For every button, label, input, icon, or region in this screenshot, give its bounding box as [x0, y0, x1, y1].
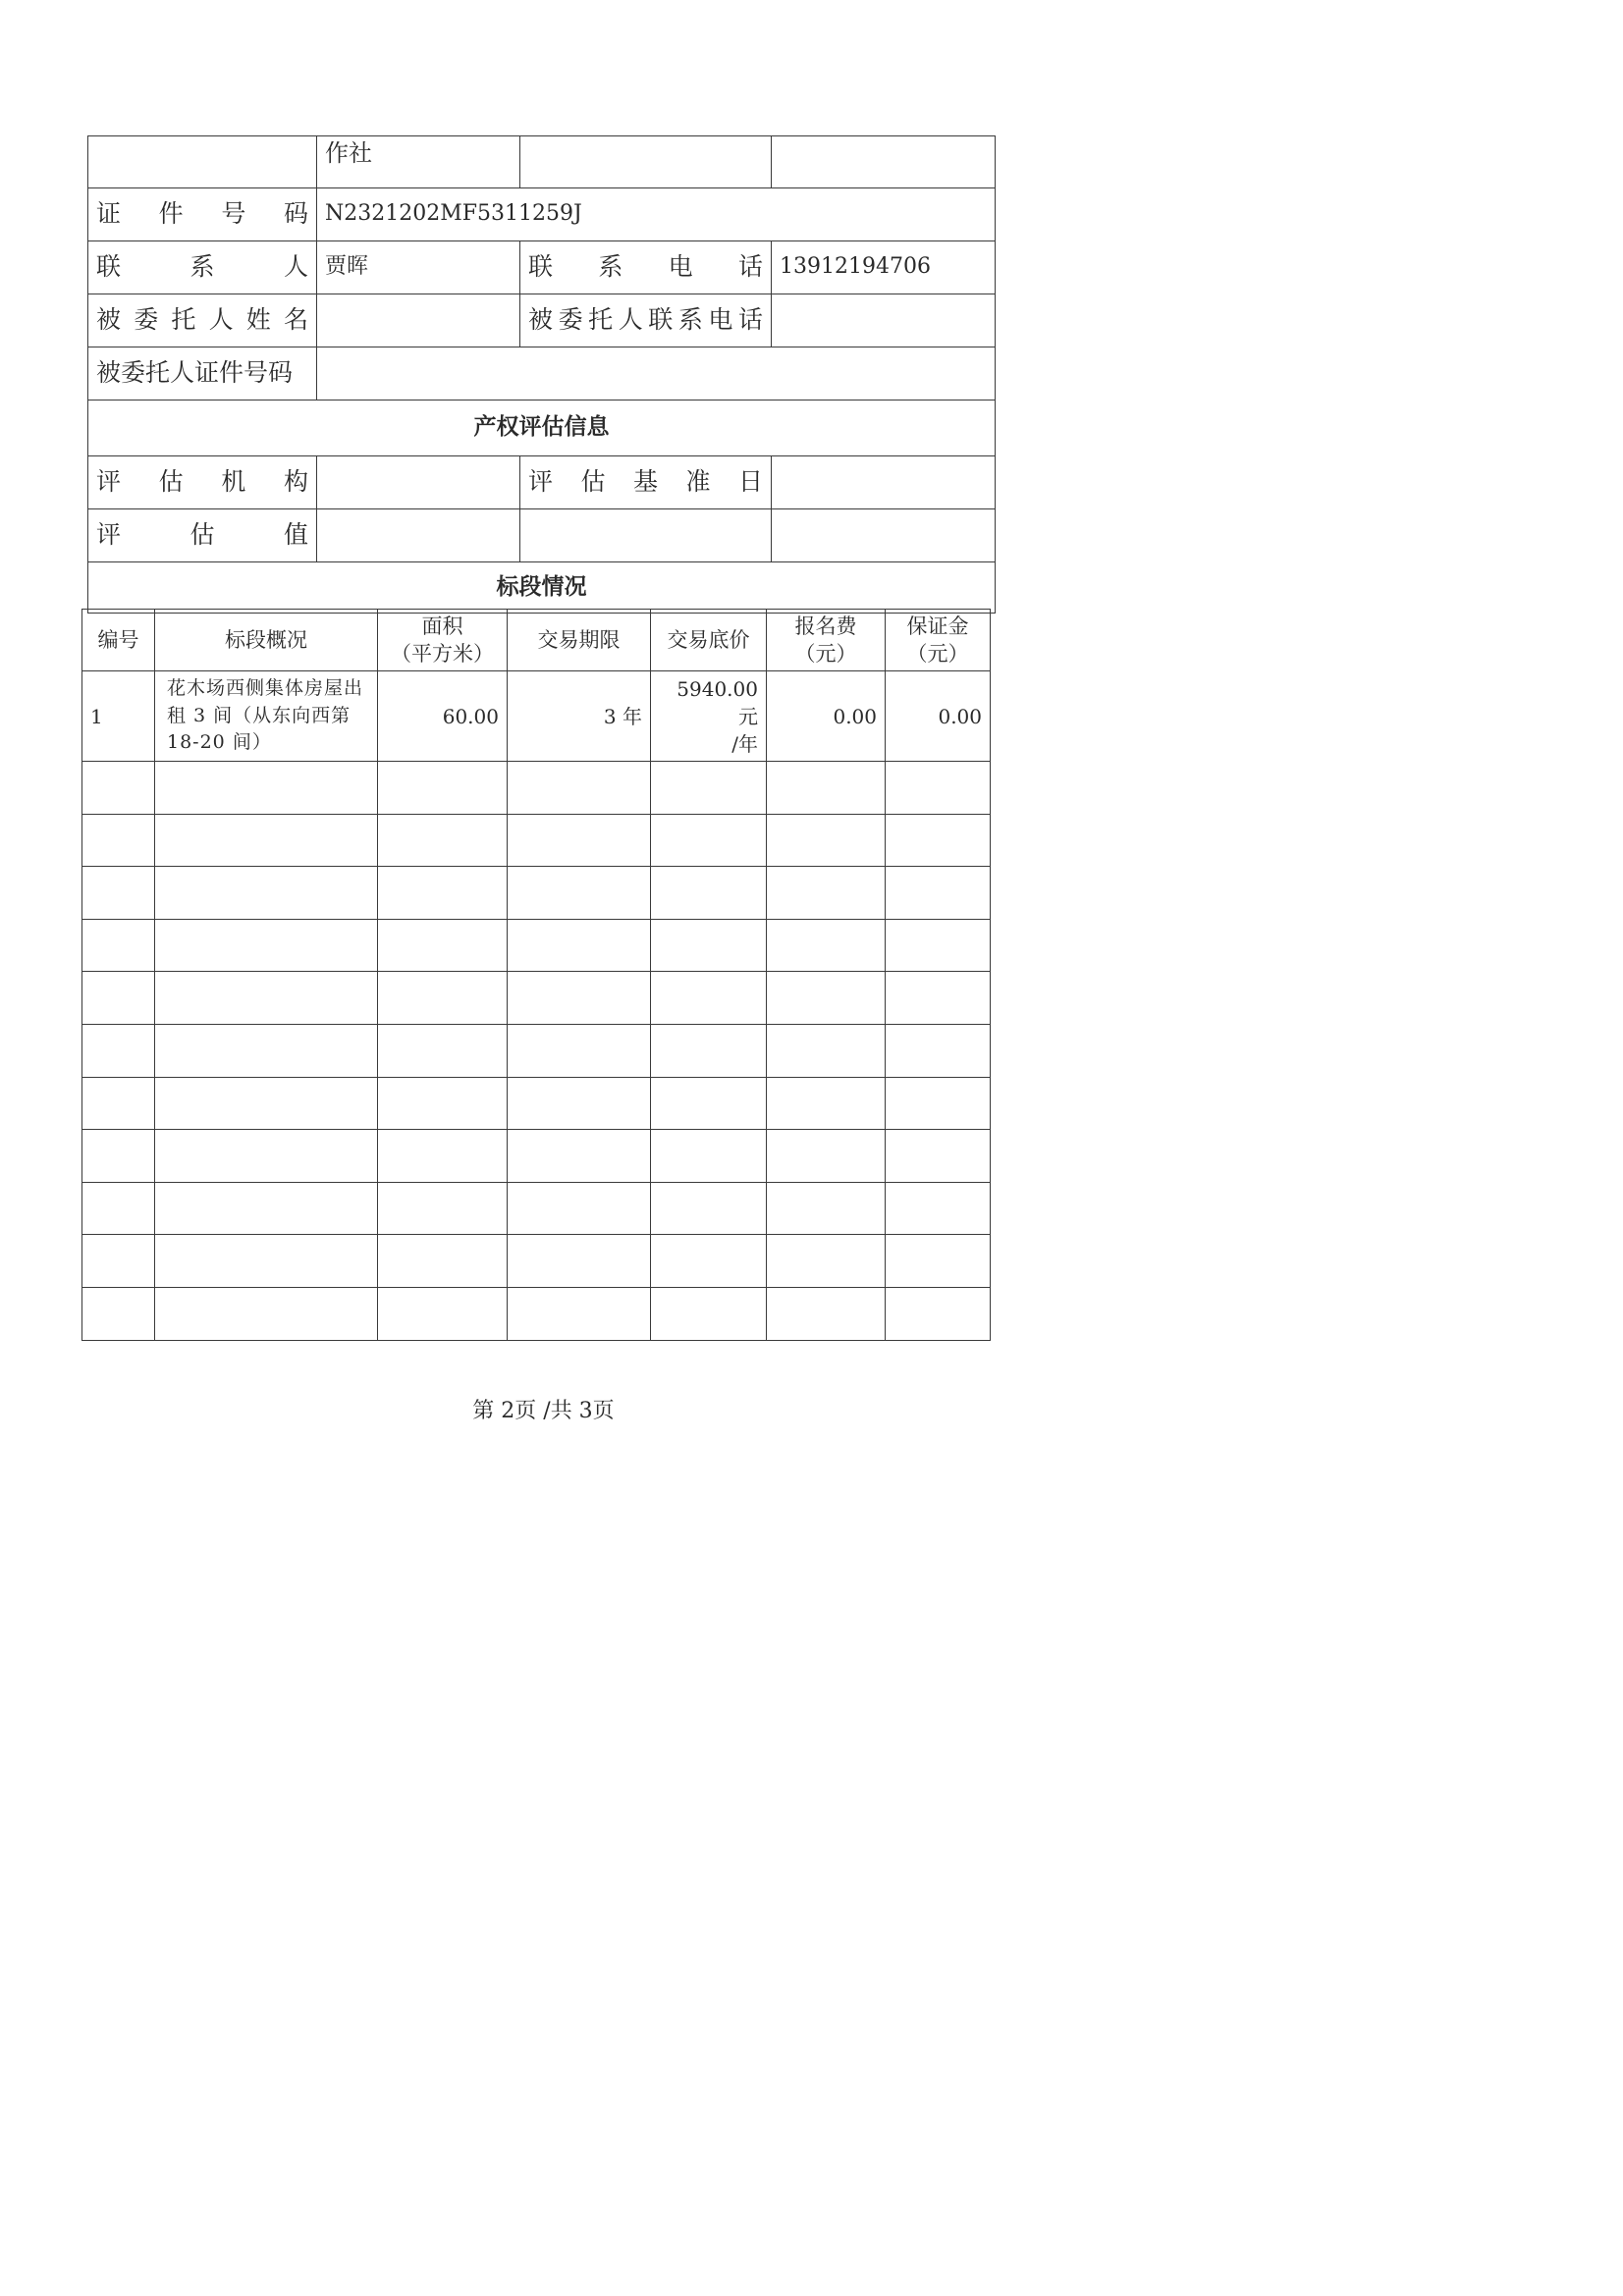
eval-org-label-char: 评 [96, 467, 122, 497]
empty-cell [155, 1287, 378, 1340]
empty-cell [508, 762, 651, 815]
empty-cell [508, 814, 651, 867]
col-term-header: 交易期限 [508, 610, 651, 671]
table-row-empty [82, 919, 991, 972]
col-price-header: 交易底价 [651, 610, 767, 671]
empty-cell [378, 1182, 508, 1235]
empty-cell [767, 1130, 886, 1183]
cert-label-char: 件 [158, 199, 184, 229]
cert-label-char: 码 [283, 199, 308, 229]
cell-empty [520, 509, 772, 562]
empty-cell [82, 919, 155, 972]
empty-cell [82, 762, 155, 815]
empty-cell [767, 814, 886, 867]
empty-cell [378, 867, 508, 920]
col-deposit-header: 保证金 （元） [886, 610, 991, 671]
cell-empty [88, 136, 317, 188]
empty-cell [82, 1182, 155, 1235]
proxy-phone-label-char: 托 [588, 305, 614, 335]
empty-cell [508, 1287, 651, 1340]
empty-cell [508, 1235, 651, 1288]
eval-value-label-char: 评 [96, 520, 122, 550]
empty-cell [155, 814, 378, 867]
eval-org-label-char: 估 [158, 467, 184, 497]
table-row-empty [82, 1130, 991, 1183]
col-fee-header: 报名费 （元） [767, 610, 886, 671]
phone-value: 13912194706 [772, 241, 996, 294]
empty-cell [82, 867, 155, 920]
cert-number-value: N2321202MF5311259J [317, 188, 996, 241]
empty-cell [155, 1182, 378, 1235]
table-row-empty [82, 1182, 991, 1235]
table-row-empty [82, 762, 991, 815]
phone-label [520, 241, 772, 294]
contact-label-char: 联 [96, 252, 122, 282]
table-row-empty [82, 1077, 991, 1130]
lot-description: 花木场西侧集体房屋出租 3 间（从东向西第 18-20 间） [155, 671, 378, 762]
eval-org-label-char: 机 [221, 467, 246, 497]
empty-cell [378, 1077, 508, 1130]
proxy-name-label-char: 姓 [245, 305, 271, 335]
empty-cell [651, 1182, 767, 1235]
empty-cell [508, 1130, 651, 1183]
lot-number: 1 [82, 671, 155, 762]
empty-cell [767, 1077, 886, 1130]
empty-cell [886, 867, 991, 920]
empty-cell [886, 919, 991, 972]
table-row-empty [82, 1235, 991, 1288]
eval-date-label-char: 日 [737, 467, 763, 497]
cell-empty [772, 136, 996, 188]
cell-empty [772, 509, 996, 562]
lots-header-row [82, 610, 991, 671]
empty-cell [767, 1235, 886, 1288]
empty-cell [378, 1287, 508, 1340]
empty-cell [508, 1182, 651, 1235]
phone-label-char: 电 [668, 252, 693, 282]
empty-cell [651, 1235, 767, 1288]
empty-cell [155, 1130, 378, 1183]
proxy-phone-label-char: 人 [618, 305, 643, 335]
empty-cell [378, 814, 508, 867]
proxy-name-label-char: 人 [208, 305, 234, 335]
empty-cell [508, 919, 651, 972]
empty-cell [155, 919, 378, 972]
empty-cell [651, 1287, 767, 1340]
empty-cell [508, 972, 651, 1025]
proxy-id-value [317, 347, 996, 400]
eval-date-label-char: 评 [528, 467, 554, 497]
contact-label-char: 人 [283, 252, 308, 282]
empty-cell [767, 1182, 886, 1235]
proxy-phone-label-char: 被 [528, 305, 554, 335]
lot-area: 60.00 [378, 671, 508, 762]
empty-cell [886, 1024, 991, 1077]
lot-deposit: 0.00 [886, 671, 991, 762]
eval-date-label-char: 估 [580, 467, 606, 497]
empty-cell [886, 1130, 991, 1183]
empty-cell [155, 1077, 378, 1130]
empty-cell [651, 1130, 767, 1183]
proxy-phone-label [520, 294, 772, 347]
empty-cell [886, 1077, 991, 1130]
proxy-name-value [317, 294, 520, 347]
info-table [87, 135, 996, 614]
page-footer: 第 2页 /共 3页 [472, 1399, 615, 1423]
proxy-name-label [88, 294, 317, 347]
empty-cell [508, 867, 651, 920]
proxy-phone-label-char: 电 [708, 305, 733, 335]
empty-cell [155, 1235, 378, 1288]
lot-price: 5940.00 元 /年 [651, 671, 767, 762]
empty-cell [886, 814, 991, 867]
empty-cell [378, 762, 508, 815]
empty-cell [82, 1130, 155, 1183]
proxy-name-label-char: 委 [134, 305, 159, 335]
contact-label-char: 系 [189, 252, 215, 282]
eval-date-label-char: 基 [632, 467, 658, 497]
col-number-header: 编号 [82, 610, 155, 671]
table-row-empty [82, 1024, 991, 1077]
phone-label-char: 联 [528, 252, 554, 282]
eval-value-label-char: 值 [283, 520, 308, 550]
table-row-empty [82, 972, 991, 1025]
eval-date-label-char: 准 [685, 467, 711, 497]
table-row-empty [82, 867, 991, 920]
empty-cell [378, 972, 508, 1025]
table-row [82, 671, 991, 762]
empty-cell [378, 1130, 508, 1183]
proxy-phone-label-char: 委 [558, 305, 583, 335]
eval-value-label [88, 509, 317, 562]
empty-cell [378, 1235, 508, 1288]
eval-value-value [317, 509, 520, 562]
table-row-empty [82, 1287, 991, 1340]
empty-cell [767, 867, 886, 920]
eval-section-title: 产权评估信息 [88, 400, 996, 456]
empty-cell [767, 1287, 886, 1340]
empty-cell [651, 762, 767, 815]
eval-org-label-char: 构 [283, 467, 308, 497]
empty-cell [886, 972, 991, 1025]
empty-cell [155, 867, 378, 920]
empty-cell [378, 1024, 508, 1077]
empty-cell [82, 1287, 155, 1340]
eval-org-value [317, 456, 520, 509]
contact-label [88, 241, 317, 294]
cert-number-label [88, 188, 317, 241]
empty-cell [767, 762, 886, 815]
cooperative-suffix: 作社 [317, 136, 520, 188]
lots-table [81, 609, 991, 1341]
lots-section-title: 标段情况 [88, 562, 996, 614]
empty-cell [651, 919, 767, 972]
proxy-id-label: 被委托人证件号码 [88, 347, 317, 400]
empty-cell [82, 814, 155, 867]
proxy-phone-label-char: 系 [677, 305, 703, 335]
empty-cell [767, 919, 886, 972]
empty-cell [886, 762, 991, 815]
empty-cell [508, 1077, 651, 1130]
empty-cell [886, 1287, 991, 1340]
empty-cell [155, 972, 378, 1025]
proxy-name-label-char: 托 [171, 305, 196, 335]
empty-cell [82, 1235, 155, 1288]
cert-label-char: 证 [96, 199, 122, 229]
eval-value-label-char: 估 [189, 520, 215, 550]
phone-label-char: 系 [598, 252, 623, 282]
empty-cell [82, 1024, 155, 1077]
lot-term: 3 年 [508, 671, 651, 762]
empty-cell [378, 919, 508, 972]
empty-cell [767, 1024, 886, 1077]
empty-cell [651, 814, 767, 867]
empty-cell [886, 1182, 991, 1235]
empty-cell [155, 762, 378, 815]
empty-cell [651, 867, 767, 920]
empty-cell [767, 972, 886, 1025]
cert-label-char: 号 [221, 199, 246, 229]
cell-empty [520, 136, 772, 188]
proxy-phone-label-char: 话 [737, 305, 763, 335]
empty-cell [886, 1235, 991, 1288]
eval-org-label [88, 456, 317, 509]
proxy-name-label-char: 名 [283, 305, 308, 335]
empty-cell [508, 1024, 651, 1077]
proxy-phone-label-char: 联 [648, 305, 674, 335]
empty-cell [82, 972, 155, 1025]
proxy-phone-value [772, 294, 996, 347]
contact-value: 贾晖 [317, 241, 520, 294]
empty-cell [651, 1024, 767, 1077]
proxy-name-label-char: 被 [96, 305, 122, 335]
phone-label-char: 话 [737, 252, 763, 282]
empty-cell [155, 1024, 378, 1077]
lot-fee: 0.00 [767, 671, 886, 762]
eval-date-value [772, 456, 996, 509]
empty-cell [651, 972, 767, 1025]
col-summary-header: 标段概况 [155, 610, 378, 671]
eval-date-label [520, 456, 772, 509]
empty-cell [82, 1077, 155, 1130]
table-row-empty [82, 814, 991, 867]
col-area-header: 面积 （平方米） [378, 610, 508, 671]
empty-cell [651, 1077, 767, 1130]
